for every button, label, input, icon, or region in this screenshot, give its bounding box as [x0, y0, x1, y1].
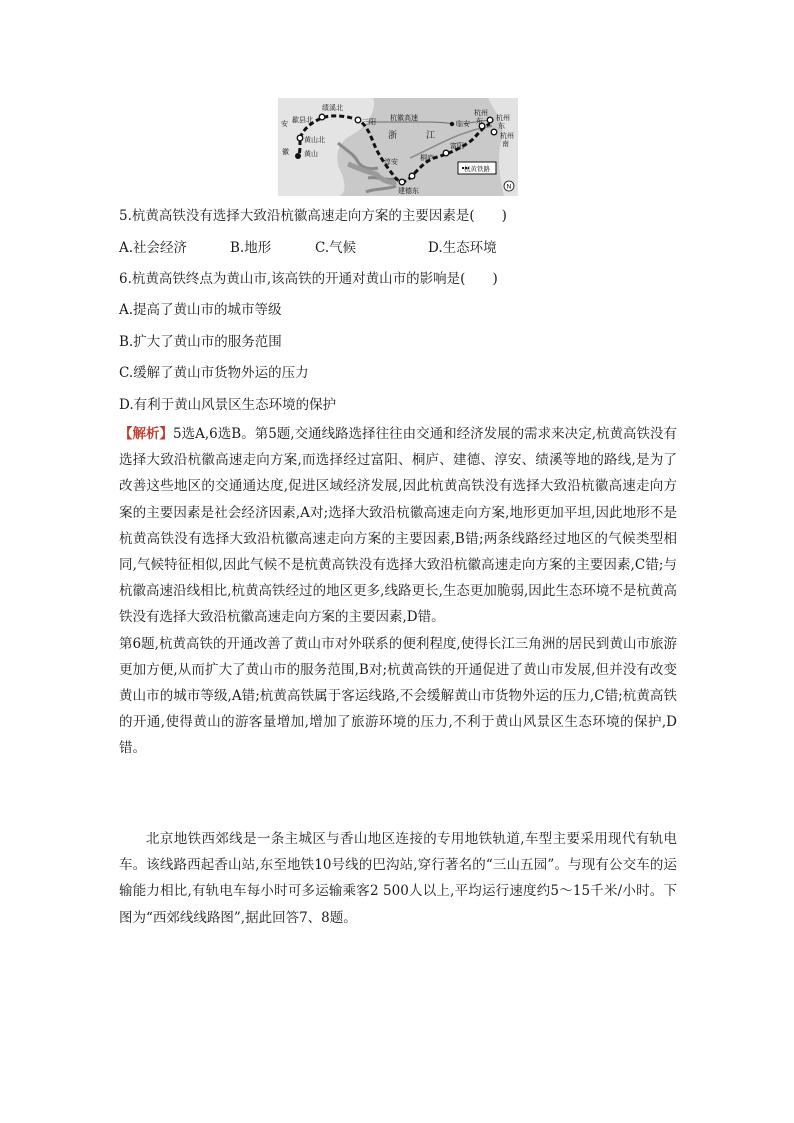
- map-label-hangjie-gaosu: 杭徽高速: [390, 114, 418, 122]
- map-label-zhe: 浙: [388, 131, 398, 141]
- map-label-hangzhou-nan-a: 杭州: [500, 132, 514, 140]
- map-label-shexian-bei: 歙县北: [292, 116, 313, 124]
- analysis-body: 5选A,6选B。第5题,交通线路选择往往由交通和经济发展的需求来决定,杭黄高铁没有选择大致沿杭徽高速走向方案,而选择经过富阳、桐庐、建德、淳安、绩溪等地的路线,是为了改善这些地区的交通通达度,促进区域经济发展,因此杭黄高铁没有选择大致沿杭徽高速走向方案的主要因素是社会经济因素,A对;选择大致沿杭徽高速走向方案,地形更加平坦,因此地形不是杭黄高铁没有选择大致沿杭徽高速走向方案的主要因素,B错;两条线路经过地区的气候类型相同,气候特征相似,因此气候不是杭黄高铁没有选择大致沿杭徽高速走向方案的主要因素,C错;与杭徽高速沿线相比,杭黄高铁经过的地区更多,线路更长,生态更加脆弱,因此生态环境不是杭黄高铁没有选择大致沿杭徽高速走向方案的主要因素,D错。: [119, 426, 678, 626]
- map-label-fuyang: 富阳: [450, 142, 464, 150]
- map-label-hui: 徽: [282, 148, 289, 156]
- map-label-an: 安: [281, 120, 288, 128]
- map-label-huangshan-bei: 黄山北: [304, 136, 325, 144]
- map-label-jiang: 江: [426, 131, 436, 141]
- map-legend-label: 杭黄铁路: [464, 165, 490, 173]
- q6-option-d: D.有利于黄山风景区生态环境的保护: [119, 397, 337, 413]
- map-label-hangzhou-dong-a: 杭州: [474, 109, 488, 117]
- analysis-body-2: 第6题,杭黄高铁的开通改善了黄山市对外联系的便利程度,使得长江三角洲的居民到黄山市旅游更加方便,从而扩大了黄山市的服务范围,B对;杭黄高铁的开通促进了黄山市发展,但并没有改变黄山市的城市等级,A错;杭黄高铁属于客运线路,不会缓解黄山市货物外运的压力,C错;杭黄高铁的开通,使得黄山的游客量增加,增加了旅游环境的压力,不利于黄山风景区生态环境的保护,D错。: [119, 635, 677, 757]
- question-6-stem: 6.杭黄高铁终点为黄山市,该高铁的开通对黄山市的影响是( ): [119, 271, 498, 287]
- railway-map-svg: [278, 98, 518, 196]
- north-arrow-icon: N: [506, 182, 512, 191]
- analysis-tag: 【解析】: [119, 426, 174, 442]
- map-label-linan: 临安: [456, 120, 470, 128]
- q5-option-a: A.社会经济: [119, 240, 188, 256]
- map-label-tonglu: 桐庐: [420, 154, 434, 162]
- q5-option-d: D.生态环境: [428, 240, 497, 256]
- map-label-huangshan: 黄山: [304, 150, 318, 158]
- q6-option-b: B.扩大了黄山市的服务范围: [119, 334, 282, 350]
- map-label-hangzhou-dong-b: 东: [476, 117, 483, 125]
- analysis-block: [119, 421, 677, 762]
- question-5-stem: 5.杭黄高铁没有选择大致沿杭徽高速走向方案的主要因素是( ): [119, 208, 507, 224]
- map-label-hangzhou-nan-b: 南: [502, 140, 509, 148]
- map-label-hangzhou-b: 东: [498, 122, 505, 130]
- map-label-hangzhou-a: 杭州: [496, 114, 510, 122]
- q6-option-c: C.缓解了黄山市货物外运的压力: [119, 365, 309, 381]
- map-label-chunan: 淳安: [384, 158, 398, 166]
- railway-map: [278, 98, 518, 196]
- q6-option-a: A.提高了黄山市的城市等级: [119, 302, 282, 318]
- map-label-jixi-bei: 绩溪北: [322, 104, 343, 112]
- map-label-jiande-dong: 建德东: [398, 187, 419, 195]
- q5-option-b: B.地形: [230, 240, 272, 256]
- q5-option-c: C.气候: [315, 240, 357, 256]
- reading-passage: 北京地铁西郊线是一条主城区与香山地区连接的专用地铁轨道,车型主要采用现代有轨电车。该线路西起香山站,东至地铁10号线的巴沟站,穿行著名的“三山五园”。与现有公交车的运输能力相比,有轨电车每小时可多运输乘客2 500人以上,平均运行速度约5～15千米/小时。下图为“西郊线线路图”,据此回答7、8题。: [119, 831, 677, 926]
- map-label-sanyang: 三阳: [362, 118, 376, 126]
